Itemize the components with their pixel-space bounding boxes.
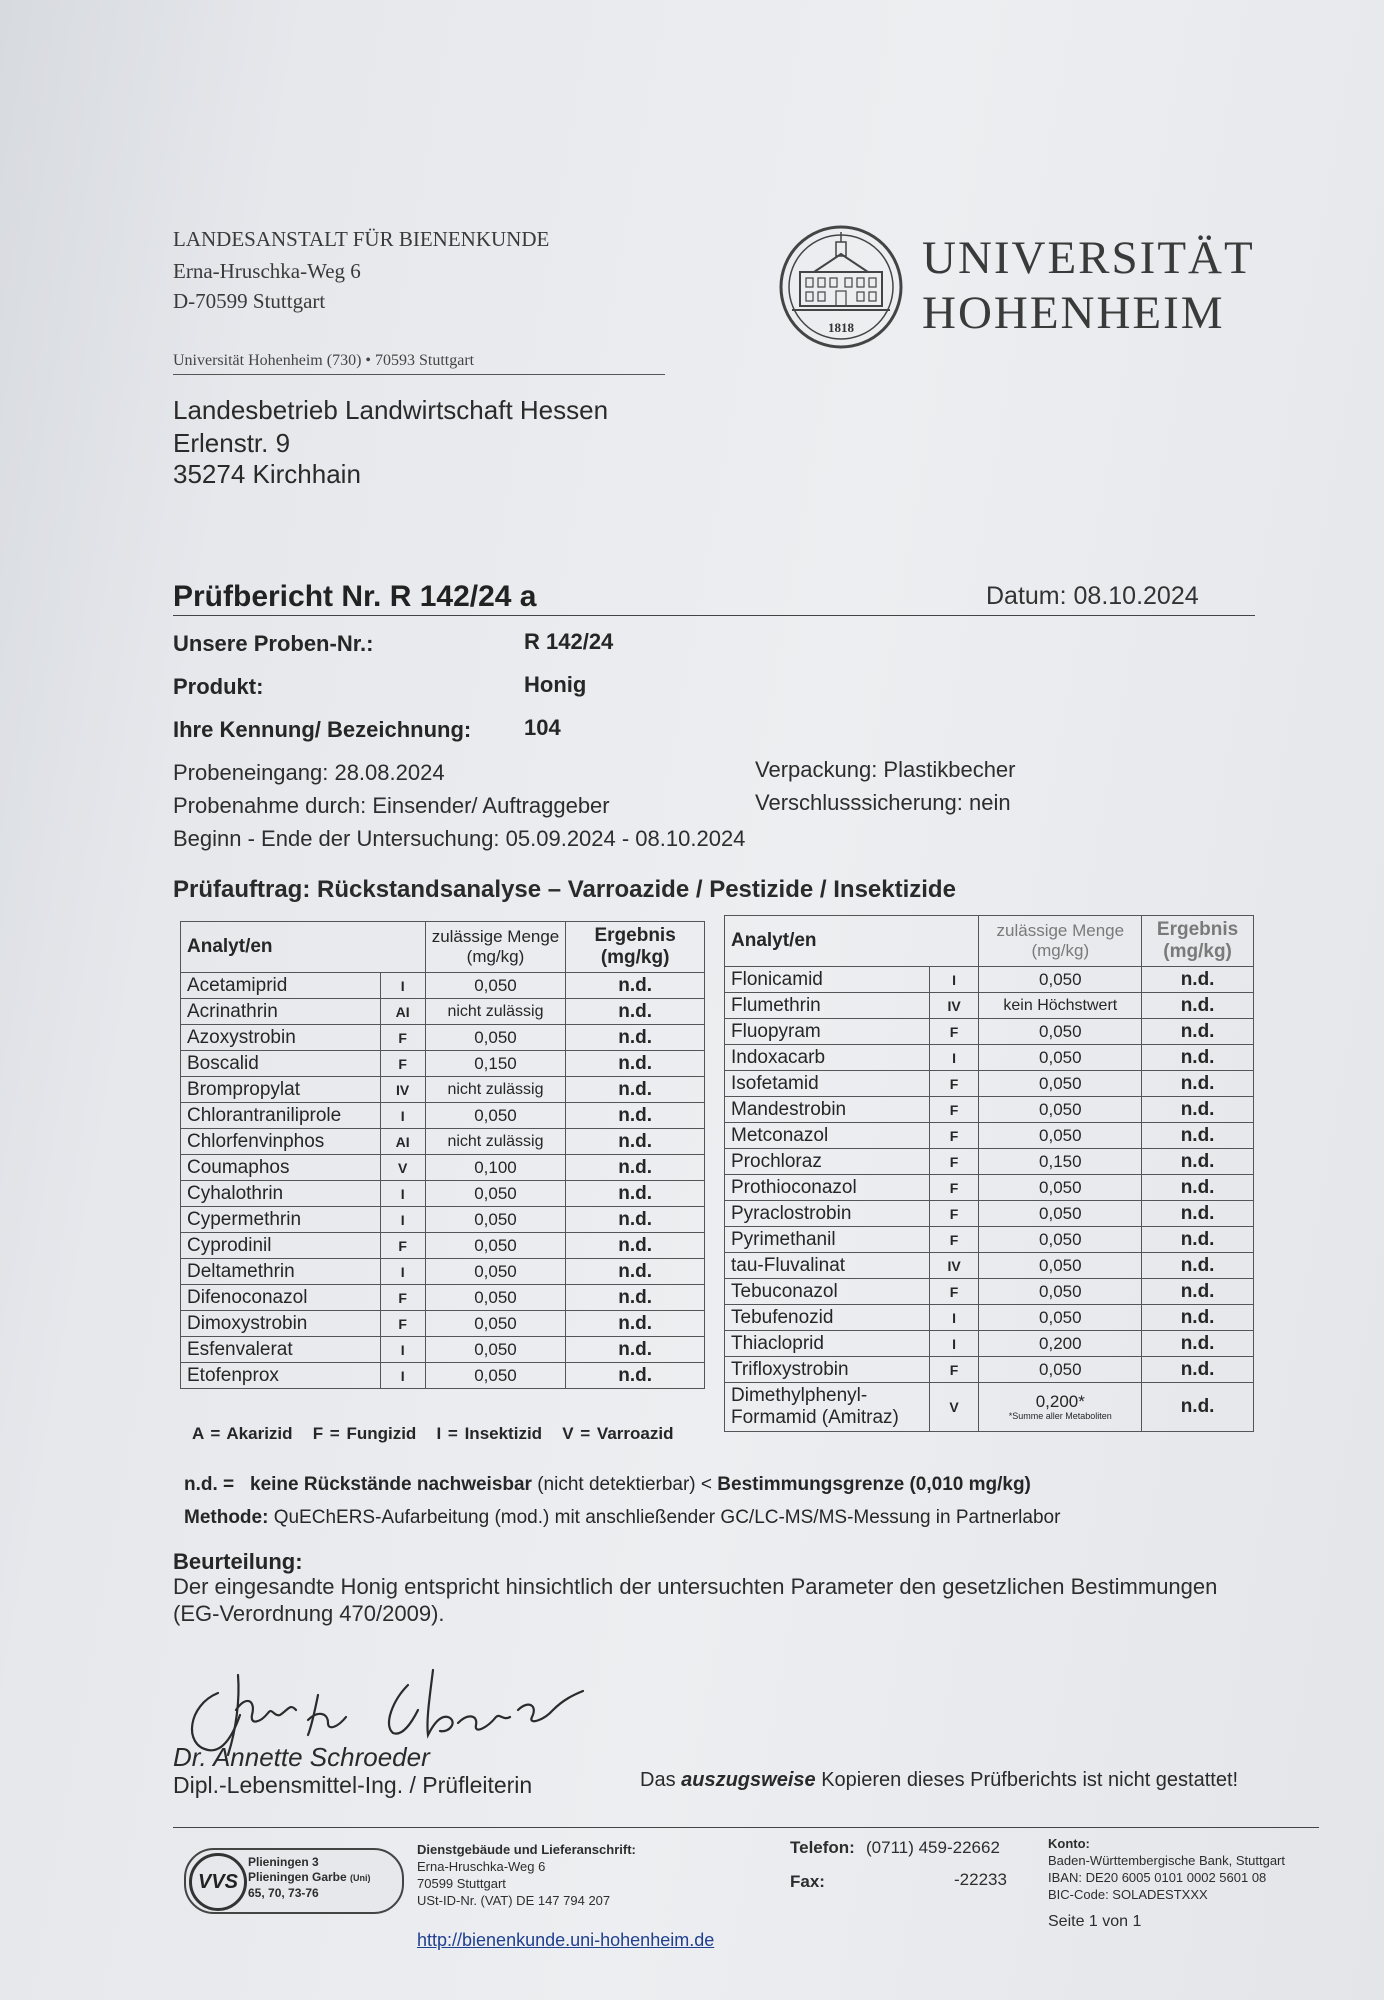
analyte-class: I — [380, 973, 425, 999]
institute-name: LANDESANSTALT FÜR BIENENKUNDE — [173, 227, 550, 251]
footer-address-street: Erna-Hruschka-Weg 6 — [417, 1859, 546, 1874]
results-table-right — [724, 915, 1254, 1432]
institute-city: D-70599 Stuttgart — [173, 289, 326, 313]
analyte-name: Prothioconazol — [725, 1175, 930, 1201]
table-row — [725, 1279, 1254, 1305]
assessment-text: Der eingesandte Honig entspricht hinsichtlich der untersuchten Parameter den gesetzlichen Bestimmungen (EG-Verordnung 470/2009). — [173, 1574, 1218, 1626]
analyte-result: n.d. — [1142, 1383, 1254, 1432]
vvs-bus-lines: 65, 70, 73-76 — [248, 1886, 319, 1900]
analyte-class: F — [929, 1071, 979, 1097]
vvs-stop2-note: (Uni) — [350, 1873, 371, 1883]
analyte-limit: 0,050 — [425, 1259, 566, 1285]
table-row — [181, 1129, 705, 1155]
analyte-limit: nicht zulässig — [425, 1129, 566, 1155]
analysis-period: Beginn - Ende der Untersuchung: 05.09.2024 - 08.10.2024 — [173, 826, 746, 851]
analyte-name: Cyhalothrin — [181, 1181, 381, 1207]
analyte-name: Prochloraz — [725, 1149, 930, 1175]
analyte-name: Metconazol — [725, 1123, 930, 1149]
table-row — [181, 1077, 705, 1103]
table-row — [725, 1071, 1254, 1097]
table-row — [181, 999, 705, 1025]
analyte-limit: kein Höchstwert — [979, 993, 1142, 1019]
analyte-name: Pyraclostrobin — [725, 1201, 930, 1227]
recipient-name: Landesbetrieb Landwirtschaft Hessen — [173, 395, 609, 425]
analyte-class: V — [380, 1155, 425, 1181]
analyte-name: tau-Fluvalinat — [725, 1253, 930, 1279]
analyte-limit: 0,050 — [979, 1045, 1142, 1071]
table-row — [725, 1331, 1254, 1357]
analyte-name: Acrinathrin — [181, 999, 381, 1025]
analyte-limit: 0,050 — [425, 1363, 566, 1389]
analyte-limit: 0,050 — [979, 1019, 1142, 1045]
analyte-class: AI — [380, 1129, 425, 1155]
analyte-result: n.d. — [1142, 1175, 1254, 1201]
sample-number-label: Unsere Proben-Nr.: — [173, 631, 374, 656]
assessment-heading: Beurteilung: — [173, 1549, 303, 1574]
analyte-name: Acetamiprid — [181, 973, 381, 999]
table-row — [725, 1357, 1254, 1383]
analyte-limit: 0,150 — [979, 1149, 1142, 1175]
analyte-limit: 0,200* *Summe aller Metaboliten — [979, 1383, 1142, 1432]
analyte-class: IV — [380, 1077, 425, 1103]
analyte-name: Deltamethrin — [181, 1259, 381, 1285]
analyte-result: n.d. — [1142, 1071, 1254, 1097]
analyte-class: I — [929, 1331, 979, 1357]
analyte-result: n.d. — [1142, 1201, 1254, 1227]
analyte-name: Azoxystrobin — [181, 1025, 381, 1051]
analyte-limit: 0,050 — [979, 1253, 1142, 1279]
analyte-name: Tebufenozid — [725, 1305, 930, 1331]
analyte-name: Fluopyram — [725, 1019, 930, 1045]
university-name-line1: UNIVERSITÄT — [922, 232, 1255, 284]
analyte-name: Isofetamid — [725, 1071, 930, 1097]
footer-address-city: 70599 Stuttgart — [417, 1876, 506, 1891]
product-label: Produkt: — [173, 674, 264, 699]
analyte-limit: nicht zulässig — [425, 999, 566, 1025]
analyte-limit: 0,050 — [425, 1103, 566, 1129]
fax-number: -22233 — [954, 1870, 1007, 1889]
table-row — [725, 1045, 1254, 1071]
analyte-name: Mandestrobin — [725, 1097, 930, 1123]
class-legend: A = Akarizid F = Fungizid I = Insektizid V = Varroazid — [192, 1424, 674, 1443]
analyte-name: Dimethylphenyl- Formamid (Amitraz) — [725, 1383, 930, 1432]
analyte-result: n.d. — [566, 1363, 705, 1389]
seal-check: Verschlusssicherung: nein — [755, 790, 1011, 815]
signatory-title: Dipl.-Lebensmittel-Ing. / Prüfleiterin — [173, 1772, 533, 1798]
analyte-limit: 0,050 — [979, 1227, 1142, 1253]
analyte-name: Difenoconazol — [181, 1285, 381, 1311]
col-header-limit: zulässige Menge (mg/kg) — [979, 916, 1142, 967]
phone-number: (0711) 459-22662 — [866, 1838, 1000, 1857]
analyte-class: IV — [929, 1253, 979, 1279]
signatory-name: Dr. Annette Schroeder — [173, 1742, 430, 1772]
analyte-class: F — [929, 1097, 979, 1123]
table-row — [181, 1311, 705, 1337]
table-row-amitraz — [725, 1383, 1254, 1432]
analyte-class: AI — [380, 999, 425, 1025]
analyte-name: Tebuconazol — [725, 1279, 930, 1305]
table-row — [725, 1253, 1254, 1279]
analyte-name: Chlorantraniliprole — [181, 1103, 381, 1129]
vvs-logo-icon: VVS — [189, 1853, 247, 1911]
analyte-result: n.d. — [1142, 1279, 1254, 1305]
table-row — [181, 1363, 705, 1389]
university-seal-icon — [778, 224, 904, 350]
analyte-limit: 0,050 — [979, 1305, 1142, 1331]
sample-receipt: Probeneingang: 28.08.2024 — [173, 760, 445, 785]
analyte-result: n.d. — [566, 1103, 705, 1129]
col-header-result: Ergebnis (mg/kg) — [1142, 916, 1254, 967]
analyte-limit: 0,050 — [425, 1207, 566, 1233]
analyte-class: F — [929, 1279, 979, 1305]
analyte-result: n.d. — [566, 1025, 705, 1051]
analyte-limit: 0,050 — [979, 1201, 1142, 1227]
analyte-result: n.d. — [566, 1181, 705, 1207]
col-header-result: Ergebnis (mg/kg) — [566, 922, 705, 973]
analyte-limit: 0,050 — [979, 1071, 1142, 1097]
analyte-class: F — [380, 1285, 425, 1311]
analyte-result: n.d. — [566, 1155, 705, 1181]
analyte-result: n.d. — [566, 1077, 705, 1103]
account-bic: BIC-Code: SOLADESTXXX — [1048, 1887, 1208, 1902]
analyte-limit: nicht zulässig — [425, 1077, 566, 1103]
customer-id-label: Ihre Kennung/ Bezeichnung: — [173, 717, 472, 742]
analyte-limit: 0,050 — [425, 1337, 566, 1363]
table-row — [181, 1337, 705, 1363]
vvs-transit-box — [184, 1848, 404, 1914]
seal-year: 1818 — [828, 320, 854, 335]
sampling-by: Probenahme durch: Einsender/ Auftraggeber — [173, 793, 610, 818]
sample-number-value: R 142/24 — [524, 629, 614, 654]
analyte-result: n.d. — [566, 1311, 705, 1337]
analyte-result: n.d. — [1142, 1227, 1254, 1253]
analyte-class: I — [380, 1337, 425, 1363]
recipient-city: 35274 Kirchhain — [173, 459, 361, 489]
report-title: Prüfbericht Nr. R 142/24 a — [173, 580, 537, 613]
table-row — [725, 967, 1254, 993]
analyte-result: n.d. — [1142, 1253, 1254, 1279]
analyte-name: Etofenprox — [181, 1363, 381, 1389]
analyte-limit: 0,050 — [979, 967, 1142, 993]
table-row — [181, 1051, 705, 1077]
table-row — [181, 1155, 705, 1181]
institute-website-link[interactable]: http://bienenkunde.uni-hohenheim.de — [417, 1930, 715, 1950]
analyte-class: I — [929, 1045, 979, 1071]
footer-vat: USt-ID-Nr. (VAT) DE 147 794 207 — [417, 1893, 611, 1908]
analyte-name: Trifloxystrobin — [725, 1357, 930, 1383]
packaging: Verpackung: Plastikbecher — [755, 757, 1016, 782]
analyte-result: n.d. — [1142, 1357, 1254, 1383]
analyte-class: F — [929, 1149, 979, 1175]
analyte-limit: 0,050 — [979, 1123, 1142, 1149]
analyte-result: n.d. — [1142, 1019, 1254, 1045]
analyte-name: Brompropylat — [181, 1077, 381, 1103]
table-row — [181, 973, 705, 999]
table-row — [725, 1175, 1254, 1201]
analyte-name: Cyprodinil — [181, 1233, 381, 1259]
analyte-class: V — [929, 1383, 979, 1432]
analyte-limit: 0,050 — [425, 1285, 566, 1311]
analyte-result: n.d. — [1142, 1149, 1254, 1175]
analyte-class: F — [380, 1051, 425, 1077]
product-value: Honig — [524, 672, 587, 697]
table-row — [725, 1019, 1254, 1045]
analyte-result: n.d. — [1142, 1305, 1254, 1331]
table-row — [725, 1097, 1254, 1123]
university-name-line2: HOHENHEIM — [922, 287, 1225, 339]
analyte-limit: 0,050 — [425, 1233, 566, 1259]
analyte-class: I — [380, 1103, 425, 1129]
analyte-name: Indoxacarb — [725, 1045, 930, 1071]
analyte-result: n.d. — [1142, 1045, 1254, 1071]
table-row — [725, 1123, 1254, 1149]
analyte-limit: 0,050 — [979, 1097, 1142, 1123]
analyte-name: Coumaphos — [181, 1155, 381, 1181]
vvs-stop2: Plieningen Garbe — [248, 1870, 347, 1884]
analyte-name: Cypermethrin — [181, 1207, 381, 1233]
analyte-name: Dimoxystrobin — [181, 1311, 381, 1337]
table-row — [181, 1103, 705, 1129]
institute-street: Erna-Hruschka-Weg 6 — [173, 259, 361, 283]
analyte-result: n.d. — [566, 973, 705, 999]
analyte-class: I — [380, 1207, 425, 1233]
analyte-result: n.d. — [566, 999, 705, 1025]
analyte-name: Chlorfenvinphos — [181, 1129, 381, 1155]
analyte-name: Flumethrin — [725, 993, 930, 1019]
analyte-class: F — [929, 1175, 979, 1201]
analyte-name: Esfenvalerat — [181, 1337, 381, 1363]
test-order: Prüfauftrag: Rückstandsanalyse – Varroazide / Pestizide / Insektizide — [173, 876, 956, 903]
analyte-class: F — [929, 1201, 979, 1227]
analyte-limit: 0,050 — [979, 1175, 1142, 1201]
copy-notice: Das auszugsweise Kopieren dieses Prüfberichts ist nicht gestattet! — [640, 1769, 1239, 1791]
analyte-result: n.d. — [1142, 993, 1254, 1019]
table-row — [725, 1149, 1254, 1175]
footer-address-heading: Dienstgebäude und Lieferanschrift: — [417, 1842, 636, 1857]
analyte-class: F — [929, 1357, 979, 1383]
sender-return-address: Universität Hohenheim (730) • 70593 Stuttgart — [173, 352, 665, 375]
analyte-class: F — [380, 1311, 425, 1337]
nd-explanation: n.d. = keine Rückstände nachweisbar (nicht detektierbar) < Bestimmungsgrenze (0,010 mg/kg) — [184, 1474, 1031, 1495]
results-table-left — [180, 921, 705, 1389]
customer-id-value: 104 — [524, 715, 561, 740]
table-row — [181, 1181, 705, 1207]
fax-label: Fax: — [790, 1872, 825, 1891]
analyte-limit: 0,050 — [979, 1357, 1142, 1383]
analyte-name: Boscalid — [181, 1051, 381, 1077]
analyte-name: Thiacloprid — [725, 1331, 930, 1357]
report-date: Datum: 08.10.2024 — [986, 582, 1199, 610]
analyte-class: I — [929, 1305, 979, 1331]
analyte-limit: 0,150 — [425, 1051, 566, 1077]
analyte-class: I — [929, 967, 979, 993]
analyte-result: n.d. — [566, 1051, 705, 1077]
analyte-result: n.d. — [1142, 1097, 1254, 1123]
analyte-result: n.d. — [1142, 967, 1254, 993]
account-bank: Baden-Württembergische Bank, Stuttgart — [1048, 1853, 1286, 1868]
analyte-name: Flonicamid — [725, 967, 930, 993]
analyte-class: F — [929, 1019, 979, 1045]
analyte-limit: 0,050 — [425, 1181, 566, 1207]
analyte-class: F — [929, 1227, 979, 1253]
analyte-limit: 0,050 — [425, 1311, 566, 1337]
table-row — [181, 1259, 705, 1285]
analyte-result: n.d. — [1142, 1123, 1254, 1149]
analyte-result: n.d. — [566, 1259, 705, 1285]
method-line: Methode: QuEChERS-Aufarbeitung (mod.) mit anschließender GC/LC-MS/MS-Messung in Partnerlabor — [184, 1507, 1061, 1528]
recipient-street: Erlenstr. 9 — [173, 428, 291, 458]
analyte-class: I — [380, 1259, 425, 1285]
analyte-class: F — [380, 1233, 425, 1259]
analyte-limit: 0,050 — [979, 1279, 1142, 1305]
col-header-analyte: Analyt/en — [181, 922, 426, 973]
col-header-analyte: Analyt/en — [725, 916, 979, 967]
analyte-limit: 0,200 — [979, 1331, 1142, 1357]
analyte-name: Pyrimethanil — [725, 1227, 930, 1253]
analyte-class: F — [380, 1025, 425, 1051]
analyte-result: n.d. — [1142, 1331, 1254, 1357]
vvs-stop1: Plieningen — [248, 1855, 309, 1869]
table-row — [725, 1201, 1254, 1227]
analyte-result: n.d. — [566, 1129, 705, 1155]
table-row — [181, 1025, 705, 1051]
analyte-class: IV — [929, 993, 979, 1019]
analyte-class: I — [380, 1363, 425, 1389]
footer-divider — [173, 1827, 1319, 1828]
phone-label: Telefon: — [790, 1838, 855, 1857]
analyte-result: n.d. — [566, 1285, 705, 1311]
analyte-limit: 0,100 — [425, 1155, 566, 1181]
page-number: Seite 1 von 1 — [1048, 1913, 1142, 1930]
analyte-limit: 0,050 — [425, 973, 566, 999]
table-row — [181, 1233, 705, 1259]
account-heading: Konto: — [1048, 1836, 1090, 1851]
analyte-class: F — [929, 1123, 979, 1149]
table-row — [725, 1305, 1254, 1331]
account-iban: IBAN: DE20 6005 0101 0002 5601 08 — [1048, 1870, 1267, 1885]
title-divider — [173, 615, 1255, 616]
table-row — [181, 1207, 705, 1233]
vvs-stop1-lines: 3 — [312, 1855, 319, 1869]
analyte-limit: 0,050 — [425, 1025, 566, 1051]
col-header-limit: zulässige Menge (mg/kg) — [425, 922, 566, 973]
table-row — [725, 1227, 1254, 1253]
table-row — [725, 993, 1254, 1019]
table-row — [181, 1285, 705, 1311]
analyte-result: n.d. — [566, 1337, 705, 1363]
analyte-class: I — [380, 1181, 425, 1207]
analyte-result: n.d. — [566, 1233, 705, 1259]
analyte-result: n.d. — [566, 1207, 705, 1233]
